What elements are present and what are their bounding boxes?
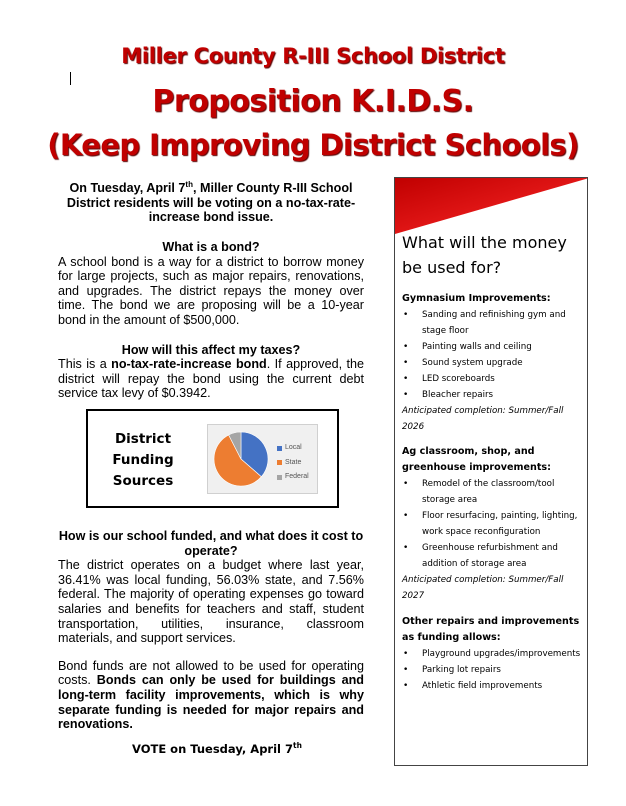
funding-chart-box (86, 409, 339, 508)
other-list (402, 646, 582, 694)
ag-completion: Anticipated completion: Summer/Fall 2027 (402, 575, 564, 601)
list-item: • Sanding and refinishing gym and stage floor (403, 310, 566, 336)
list-item: • Parking lot repairs (403, 665, 501, 675)
bond-text: A school bond is a way for a district to borrow money for large projects, such as major repairs, renovations, and upgrades. The district repays the money over time. The bond we are proposing will be a 10-year bond in the amount of $500,000. (58, 254, 364, 327)
list-item: • Greenhouse refurbishment and addition of storage area (403, 543, 558, 569)
list-item: • Playground upgrades/improvements (403, 649, 581, 659)
funding-heading: How is our school funded, and what does it cost to operate? (58, 529, 364, 558)
intro-paragraph: On Tuesday, April 7th, Miller County R-III School District residents will be voting on a no-tax-rate-increase bond issue. (66, 180, 356, 225)
bond-funds-text: Bond funds are not allowed to be used for operating costs. Bonds can only be used for buildings and long-term facility improvements, which is why separate funding is needed for major repairs and renovations. (58, 658, 364, 732)
list-item: • Floor resurfacing, painting, lighting, work space reconfiguration (403, 511, 578, 537)
taxes-heading: How will this affect my taxes? (121, 342, 301, 357)
gym-list (402, 307, 582, 403)
legend-swatch-state (277, 460, 282, 465)
left-column (58, 178, 364, 401)
panel-body (402, 291, 582, 694)
left-column-lower (58, 529, 364, 732)
legend-local: Local (285, 444, 302, 451)
list-item: • Painting walls and ceiling (403, 342, 532, 352)
ag-heading: Ag classroom, shop, and greenhouse improvements: (402, 446, 551, 473)
list-item: • Bleacher repairs (403, 390, 494, 400)
gym-heading: Gymnasium Improvements: (402, 293, 551, 304)
ag-list (402, 476, 582, 572)
proposition-subtitle: (Keep Improving District Schools) (47, 128, 579, 162)
legend-state: State (285, 458, 302, 466)
bond-heading: What is a bond? (162, 239, 260, 254)
funding-pie (211, 429, 271, 489)
chart-legend (277, 441, 309, 485)
legend-federal: Federal (285, 473, 309, 480)
proposition-title: Proposition K.I.D.S. (152, 84, 474, 119)
taxes-text: This is a no-tax-rate-increase bond. If approved, the district will repay the bond using the current debt service tax levy of $0.3942. (58, 357, 365, 401)
list-item: • LED scoreboards (403, 374, 495, 384)
red-wedge-decoration (395, 178, 588, 238)
gym-completion: Anticipated completion: Summer/Fall 2026 (402, 406, 564, 432)
legend-swatch-federal (277, 475, 282, 480)
list-item: • Remodel of the classroom/tool storage area (403, 479, 555, 505)
chart-area (207, 424, 318, 494)
chart-title: District Funding Sources (112, 431, 174, 489)
vote-reminder: VOTE on Tuesday, April 7th (132, 741, 302, 756)
panel-title: What will the money be used for? (402, 233, 567, 277)
legend-swatch-local (277, 446, 282, 451)
other-heading: Other repairs and improvements as funding allows: (402, 616, 580, 643)
district-name: Miller County R-III School District (121, 44, 505, 68)
list-item: • Sound system upgrade (403, 358, 523, 368)
money-use-panel (394, 177, 588, 766)
list-item: • Athletic field improvements (403, 681, 543, 691)
funding-text: The district operates on a budget where last year, 36.41% was local funding, 56.03% state, and 7.56% federal. The majority of operating expenses go toward salaries and benefits for teachers and staff, student transportation, utilities, insurance, classroom materials, and support services. (58, 558, 364, 646)
